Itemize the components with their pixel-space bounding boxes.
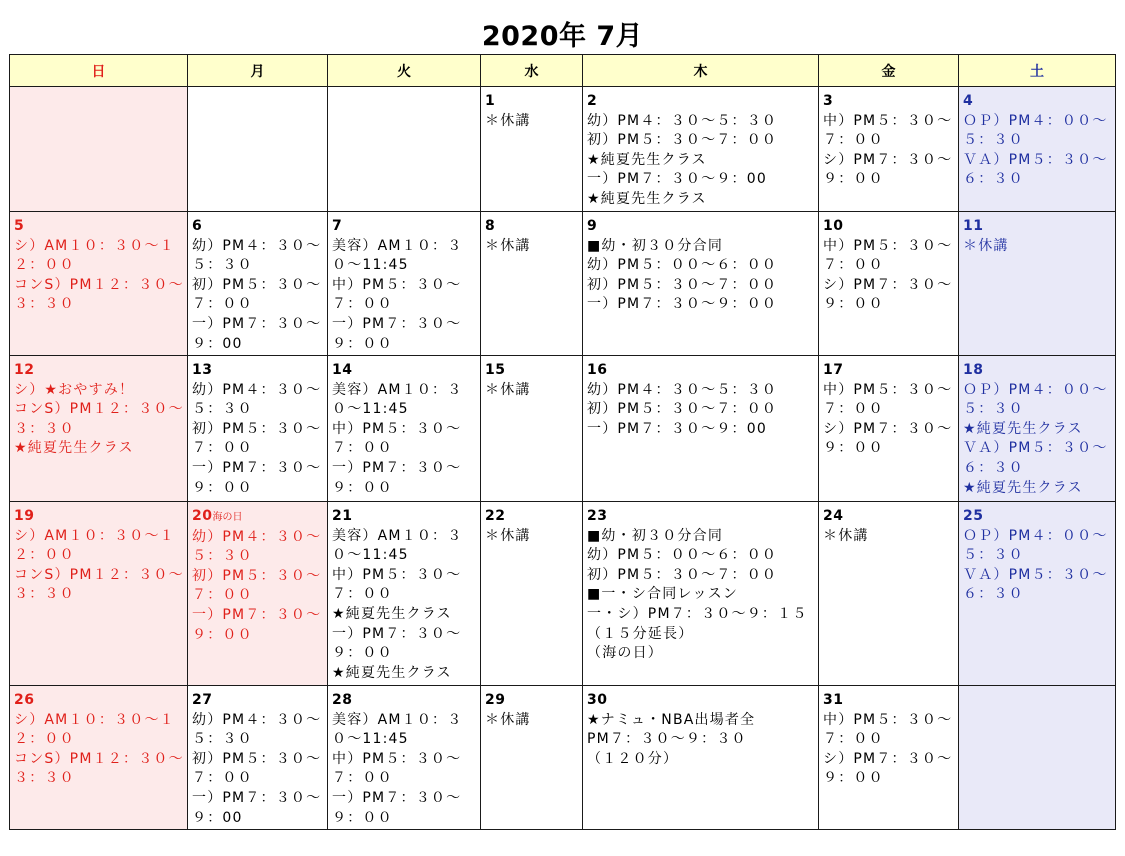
schedule-entry: コンS）PM１２：３０〜３：３０ — [14, 566, 184, 603]
day-number: 13 — [192, 362, 213, 378]
schedule-entry: 初）PM５：３０〜７：００ — [192, 567, 322, 604]
schedule-entry: 幼）PM５：００〜６：００ — [587, 257, 778, 274]
schedule-entry: シ）AM１０：３０〜１２：００ — [14, 527, 175, 564]
day-cell — [10, 87, 188, 212]
schedule-entry: 中）PM５：３０〜７：００ — [823, 112, 953, 149]
schedule-entry: 一）PM７：３０〜９：００ — [587, 296, 778, 313]
schedule-entry: 初）PM５：３０〜７：００ — [587, 566, 778, 583]
schedule-entry: シ）PM７：３０〜９：００ — [823, 276, 953, 313]
schedule-entry: 中）PM５：３０〜７：００ — [332, 420, 462, 457]
schedule-entry: コンS）PM１２：３０〜３：３０ — [14, 401, 184, 437]
day-number: 8 — [485, 218, 496, 234]
schedule-entry: 中）PM５：３０〜７：００ — [823, 381, 953, 418]
day-cell — [959, 87, 1116, 212]
week-row — [10, 356, 1116, 502]
day-cell — [819, 686, 959, 830]
schedule-entry: 一）PM７：３０〜９：00 — [192, 315, 322, 352]
schedule-entry: 中）PM５：３０〜７：００ — [332, 750, 462, 787]
schedule-entry: 中）PM５：３０〜７：００ — [823, 237, 953, 274]
day-cell — [481, 87, 583, 212]
schedule-entry: 初）PM５：３０〜７：００ — [587, 276, 778, 293]
day-number: 1 — [485, 93, 496, 109]
schedule-entry: 幼）PM４：３０〜５：３０ — [192, 711, 322, 748]
day-cell — [959, 502, 1116, 686]
day-number: 29 — [485, 692, 506, 708]
schedule-entry: PM７：３０〜９：３０ — [587, 731, 747, 748]
schedule-entry: ■幼・初３０分合同 — [587, 237, 724, 254]
weekday-thursday: 木 — [583, 55, 819, 87]
day-cell — [328, 502, 481, 686]
day-number: 6 — [192, 218, 203, 234]
schedule-entry: ＊休講 — [485, 112, 531, 129]
schedule-entry: 一）PM７：３０〜９：００ — [192, 606, 322, 643]
schedule-entry: ＶＡ）PM５：３０〜６：３０ — [963, 440, 1108, 476]
schedule-entry: ＊休講 — [485, 237, 531, 254]
weekday-wednesday: 水 — [481, 55, 583, 87]
day-cell — [959, 686, 1116, 830]
schedule-entry: ＶＡ）PM５：３０〜６：３０ — [963, 151, 1108, 188]
week-row — [10, 87, 1116, 212]
schedule-entry: ★純夏先生クラス — [14, 440, 134, 457]
day-cell — [959, 356, 1116, 502]
schedule-entry: ＊休講 — [823, 527, 869, 544]
day-cell — [583, 212, 819, 356]
schedule-entry: 一）PM７：３０〜９：００ — [332, 625, 462, 662]
weekday-saturday: 土 — [959, 55, 1116, 87]
schedule-entry: シ）PM７：３０〜９：００ — [823, 151, 953, 188]
day-number: 21 — [332, 508, 353, 524]
weekday-tuesday: 火 — [328, 55, 481, 87]
day-number: 19 — [14, 508, 35, 524]
weekday-monday: 月 — [188, 55, 328, 87]
day-number: 18 — [963, 362, 984, 378]
day-number: 10 — [823, 218, 844, 234]
calendar-grid — [9, 54, 1116, 830]
day-number: 23 — [587, 508, 608, 524]
day-cell — [188, 356, 328, 502]
schedule-entry: 一・シ）PM７：３０〜９：１５（１５分延長） — [587, 605, 808, 642]
day-number: 15 — [485, 362, 506, 378]
weekday-sunday: 日 — [10, 55, 188, 87]
schedule-entry: 中）PM５：３０〜７：００ — [332, 276, 462, 313]
schedule-entry: ★純夏先生クラス — [332, 664, 452, 681]
schedule-entry: 美容）AM１０：３０〜11:45 — [332, 711, 463, 748]
schedule-entry: 一）PM７：３０〜９：00 — [192, 789, 322, 826]
day-number: 20 — [192, 508, 213, 524]
schedule-entry: 幼）PM４：３０〜５：３０ — [587, 381, 778, 398]
day-number: 2 — [587, 93, 598, 109]
schedule-entry: ＯＰ）PM４：００〜５：３０ — [963, 112, 1108, 149]
schedule-entry: ＊休講 — [963, 237, 1009, 254]
schedule-entry: シ）PM７：３０〜９：００ — [823, 420, 953, 457]
day-cell — [10, 212, 188, 356]
day-cell — [328, 686, 481, 830]
schedule-entry: ＯＰ）PM４：００〜５：３０ — [963, 381, 1108, 418]
weekday-header-row — [10, 55, 1116, 87]
weekday-friday: 金 — [819, 55, 959, 87]
schedule-entry: シ）AM１０：３０〜１２：００ — [14, 237, 175, 274]
day-cell — [959, 212, 1116, 356]
schedule-entry: ＯＰ）PM４：００〜５：３０ — [963, 527, 1108, 564]
schedule-entry: 一）PM７：３０〜９：00 — [587, 171, 767, 188]
schedule-entry: ＊休講 — [485, 527, 531, 544]
week-row — [10, 502, 1116, 686]
day-cell — [819, 87, 959, 212]
schedule-entry: ＊休講 — [485, 381, 531, 398]
schedule-entry: （１２０分） — [587, 750, 679, 767]
schedule-entry: 初）PM５：３０〜７：００ — [192, 420, 322, 457]
schedule-entry: 一）PM７：３０〜９：００ — [332, 459, 462, 496]
day-cell — [819, 356, 959, 502]
day-cell — [188, 502, 328, 686]
page-title: 2020年 7月 — [481, 21, 644, 52]
day-number: 26 — [14, 692, 35, 708]
schedule-entry: 美容）AM１０：３０〜11:45 — [332, 527, 463, 564]
day-cell — [188, 686, 328, 830]
day-number: 28 — [332, 692, 353, 708]
day-number: 14 — [332, 362, 353, 378]
schedule-entry: 幼）PM４：３０〜５：３０ — [192, 528, 322, 565]
schedule-entry: ★純夏先生クラス — [587, 151, 707, 168]
week-row — [10, 212, 1116, 356]
schedule-entry: 美容）AM１０：３０〜11:45 — [332, 237, 463, 274]
day-cell — [583, 686, 819, 830]
day-number: 16 — [587, 362, 608, 378]
schedule-entry: ■幼・初３０分合同 — [587, 527, 724, 544]
day-cell — [10, 502, 188, 686]
schedule-entry: ★純夏先生クラス — [963, 420, 1083, 437]
day-cell — [328, 212, 481, 356]
schedule-entry: ＶＡ）PM５：３０〜６：３０ — [963, 566, 1108, 603]
schedule-entry: シ）PM７：３０〜９：００ — [823, 750, 953, 787]
day-number: 25 — [963, 508, 984, 524]
day-number: 9 — [587, 218, 598, 234]
calendar-body — [10, 87, 1116, 830]
schedule-entry: 幼）PM４：３０〜５：３０ — [192, 237, 322, 274]
day-cell — [328, 356, 481, 502]
day-cell — [188, 87, 328, 212]
schedule-entry: （海の日） — [587, 645, 663, 662]
schedule-entry: ■一・シ合同レッスン — [587, 586, 739, 603]
day-number: 12 — [14, 362, 35, 378]
schedule-entry: シ）AM１０：３０〜１２：００ — [14, 711, 175, 748]
schedule-entry: 美容）AM１０：３０〜11:45 — [332, 381, 463, 418]
day-cell — [583, 87, 819, 212]
schedule-entry: 幼）PM４：３０〜５：３０ — [587, 112, 778, 129]
day-cell — [188, 212, 328, 356]
day-number: 5 — [14, 218, 25, 234]
schedule-entry: 中）PM５：３０〜７：００ — [823, 711, 953, 748]
day-cell — [819, 502, 959, 686]
schedule-entry: 幼）PM５：００〜６：００ — [587, 547, 778, 564]
day-number: 17 — [823, 362, 844, 378]
schedule-entry: コンS）PM１２：３０〜３：３０ — [14, 750, 184, 787]
schedule-entry: 一）PM７：３０〜９：００ — [332, 315, 462, 352]
schedule-entry: 初）PM５：３０〜７：００ — [587, 132, 778, 149]
schedule-entry: ★ナミュ・NBA出場者全 — [587, 711, 756, 728]
schedule-entry: 初）PM５：３０〜７：００ — [587, 401, 778, 418]
day-number: 22 — [485, 508, 506, 524]
day-number: 7 — [332, 218, 343, 234]
schedule-entry: 初）PM５：３０〜７：００ — [192, 276, 322, 313]
day-number: 24 — [823, 508, 844, 524]
day-cell — [481, 356, 583, 502]
schedule-entry: ＊休講 — [485, 711, 531, 728]
schedule-entry: 一）PM７：３０〜９：00 — [587, 420, 767, 437]
schedule-entry: 一）PM７：３０〜９：００ — [332, 789, 462, 826]
day-number: 30 — [587, 692, 608, 708]
day-number: 4 — [963, 93, 974, 109]
day-number: 11 — [963, 218, 984, 234]
day-cell — [583, 502, 819, 686]
day-cell — [819, 212, 959, 356]
schedule-entry: 一）PM７：３０〜９：００ — [192, 459, 322, 496]
schedule-entry: 中）PM５：３０〜７：００ — [332, 566, 462, 603]
day-cell — [481, 502, 583, 686]
holiday-name: 海の日 — [212, 512, 243, 523]
schedule-entry: ★純夏先生クラス — [587, 190, 707, 207]
schedule-entry: ★純夏先生クラス — [332, 605, 452, 622]
day-number: 3 — [823, 93, 834, 109]
schedule-entry: 初）PM５：３０〜７：００ — [192, 750, 322, 787]
schedule-entry: コンS）PM１２：３０〜３：３０ — [14, 276, 184, 313]
day-number: 27 — [192, 692, 213, 708]
day-cell — [481, 686, 583, 830]
day-cell — [10, 356, 188, 502]
day-number: 31 — [823, 692, 844, 708]
day-cell — [10, 686, 188, 830]
week-row — [10, 686, 1116, 830]
day-cell — [481, 212, 583, 356]
day-cell — [583, 356, 819, 502]
day-cell — [328, 87, 481, 212]
schedule-entry: シ）★おやすみ！ — [14, 381, 135, 398]
schedule-entry: ★純夏先生クラス — [963, 479, 1083, 496]
schedule-entry: 幼）PM４：３０〜５：３０ — [192, 381, 322, 418]
